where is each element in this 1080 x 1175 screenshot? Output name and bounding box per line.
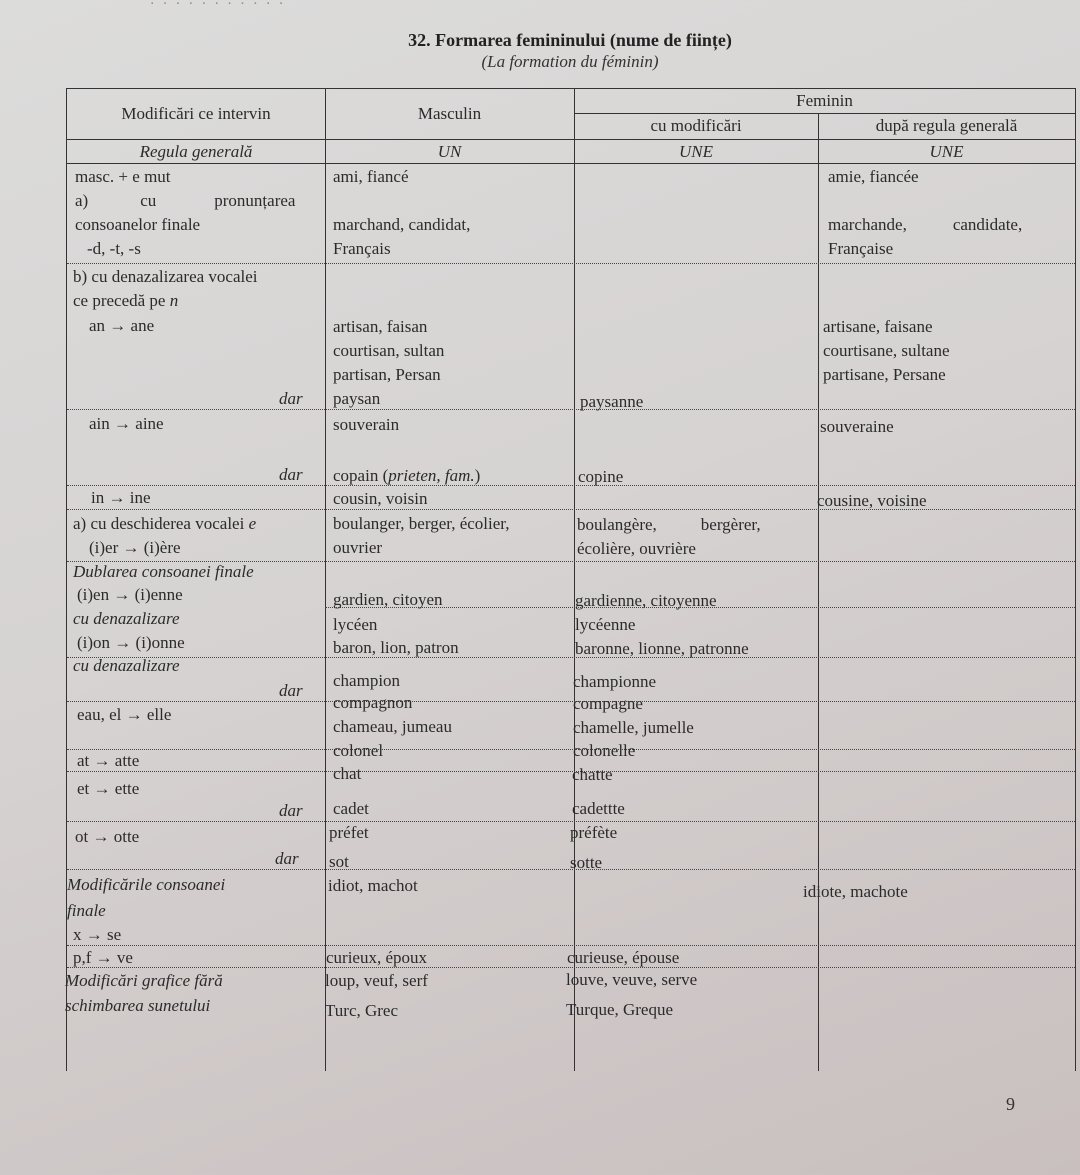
masculin-text: baron, lion, patron (333, 638, 459, 657)
feminin-mod-text: paysanne (580, 392, 644, 411)
masculin-text: boulanger, berger, écolier, (333, 514, 510, 533)
page-subtitle: (La formation du féminin) (481, 52, 659, 71)
page-title: 32. Formarea femininului (nume de ființe) (408, 30, 732, 50)
row-separator (67, 749, 1075, 750)
masculin-text: marchand, candidat, (333, 215, 471, 234)
dar-label: dar (275, 849, 299, 868)
row-separator (67, 409, 1075, 410)
masculin-text: ouvrier (333, 538, 383, 557)
masculin-text: copain (prieten, fam.) (333, 466, 481, 485)
feminin-mod-text: Turque, Greque (566, 1000, 674, 1019)
feminin-mod-text: copine (578, 467, 624, 486)
rule-text: in → ine (91, 488, 151, 507)
masculin-text: champion (333, 671, 401, 690)
rule-text: (i)er → (i)ère (89, 538, 181, 557)
feminin-mod-text: gardienne, citoyenne (575, 591, 717, 610)
feminin-mod-text: baronne, lionne, patronne (575, 639, 749, 658)
feminin-mod-text: boulangère, bergèrer, (577, 515, 761, 534)
masculin-text: lycéen (333, 615, 378, 634)
feminin-gen-text: idiote, machote (803, 882, 908, 901)
rule-text: cu denazalizare (73, 656, 180, 675)
subheader-une-mod: UNE (679, 142, 713, 161)
rule-text: (i)on → (i)onne (77, 633, 185, 652)
feminin-mod-text: lycéenne (575, 615, 636, 634)
feminine-formation-table (66, 88, 1076, 1071)
masculin-text: ami, fiancé (333, 167, 409, 186)
dar-label: dar (279, 801, 303, 820)
header-dupa-regula: după regula generală (875, 116, 1018, 135)
masculin-text: cadet (333, 799, 369, 818)
column-divider (818, 113, 819, 1071)
rule-text: cu denazalizare (73, 609, 180, 628)
subheader-un: UN (437, 142, 462, 161)
feminin-mod-text: écolière, ouvrière (577, 539, 696, 558)
rule-text: x → se (73, 925, 122, 944)
feminin-gen-text: souveraine (820, 417, 894, 436)
masculin-text: chameau, jumeau (333, 717, 452, 736)
rule-text: b) cu denazalizarea vocalei (73, 267, 258, 286)
subheader-regula-generala: Regula generală (139, 142, 253, 161)
rule-text: p,f → ve (73, 948, 133, 967)
rule-text: masc. + e mut (75, 167, 171, 186)
row-separator (67, 701, 1075, 702)
column-divider (325, 89, 326, 1071)
feminin-mod-text: chatte (572, 765, 613, 784)
feminin-gen-text: partisane, Persane (823, 365, 946, 384)
feminin-gen-text: cousine, voisine (817, 491, 927, 510)
feminin-gen-text: Française (828, 239, 894, 258)
subheader-une-gen: UNE (929, 142, 964, 161)
masculin-text: colonel (333, 741, 384, 760)
dar-label: dar (279, 389, 303, 408)
masculin-text: paysan (333, 389, 381, 408)
feminin-mod-text: louve, veuve, serve (566, 970, 698, 989)
page-number: 9 (1006, 1094, 1015, 1114)
rule-text: eau, el → elle (77, 705, 172, 724)
rule-text: schimbarea sunetului (65, 996, 211, 1015)
row-separator (67, 263, 1075, 264)
masculin-text: curieux, époux (326, 948, 428, 967)
rule-text: finale (67, 901, 106, 920)
masculin-text: courtisan, sultan (333, 341, 445, 360)
rule-text: a) cu pronunțarea (75, 191, 296, 210)
rule-text: ce precedă pe n (73, 291, 179, 310)
feminin-gen-text: artisane, faisane (823, 317, 933, 336)
rule-text: consoanelor finale (75, 215, 201, 234)
rule-text: et → ette (77, 779, 140, 798)
feminin-mod-text: championne (573, 672, 657, 691)
feminin-mod-text: cadettte (572, 799, 625, 818)
dar-label: dar (279, 465, 303, 484)
feminin-mod-text: colonelle (573, 741, 636, 760)
feminin-gen-text: amie, fiancée (828, 167, 919, 186)
row-separator (67, 485, 1075, 486)
masculin-text: partisan, Persan (333, 365, 441, 384)
header-cu-modificari: cu modificări (650, 116, 742, 135)
masculin-text: Turc, Grec (325, 1001, 399, 1020)
rule-text: ain → aine (89, 414, 164, 433)
masculin-text: idiot, machot (328, 876, 418, 895)
masculin-text: Français (333, 239, 391, 258)
feminin-gen-text: marchande, candidate, (828, 215, 1023, 234)
rule-text: an → ane (89, 316, 155, 335)
masculin-text: sot (329, 852, 349, 871)
rule-text: ot → otte (75, 827, 140, 846)
feminin-mod-text: sotte (570, 853, 603, 872)
masculin-text: cousin, voisin (333, 489, 428, 508)
feminin-mod-text: curieuse, épouse (567, 948, 680, 967)
feminin-mod-text: chamelle, jumelle (573, 718, 694, 737)
header-feminin: Feminin (796, 91, 853, 110)
masculin-text: préfet (329, 823, 369, 842)
row-separator (67, 657, 1075, 658)
row-separator (67, 771, 1075, 772)
rule-text: Dublarea consoanei finale (73, 562, 254, 581)
column-divider (574, 89, 575, 1071)
rule-text: (i)en → (i)enne (77, 585, 183, 604)
rule-text: Modificări grafice fără (65, 971, 223, 990)
dar-label: dar (279, 681, 303, 700)
rule-text: at → atte (77, 751, 140, 770)
rule-text: a) cu deschiderea vocalei e (73, 514, 257, 533)
masculin-text: artisan, faisan (333, 317, 428, 336)
cropped-previous-line (150, 0, 285, 9)
header-modificari: Modificări ce intervin (121, 104, 271, 123)
feminin-mod-text: préfète (570, 823, 618, 842)
feminin-gen-text: courtisane, sultane (823, 341, 950, 360)
rule-text: Modificările consoanei (67, 875, 226, 894)
header-masculin: Masculin (417, 104, 482, 123)
masculin-text: compagnon (333, 693, 413, 712)
rule-text: -d, -t, -s (87, 239, 141, 258)
feminin-mod-text: compagne (573, 694, 643, 713)
masculin-text: gardien, citoyen (333, 590, 443, 609)
masculin-text: souverain (333, 415, 400, 434)
masculin-text: loup, veuf, serf (325, 971, 428, 990)
masculin-text: chat (333, 764, 362, 783)
